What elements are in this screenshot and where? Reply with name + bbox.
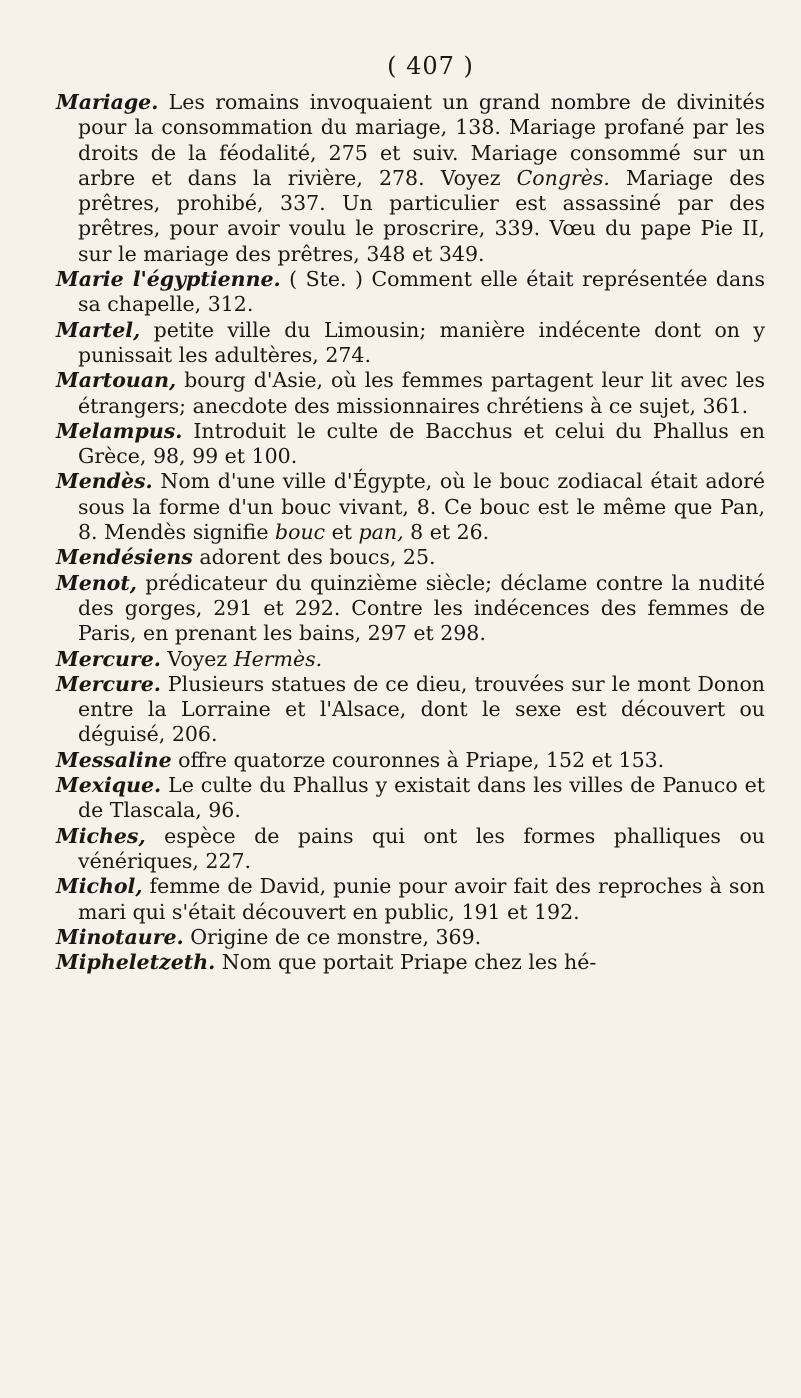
entry-term: Mipheletzeth. xyxy=(56,950,216,975)
entry-text: Les romains invoquaient un grand nombre de divinités pour la consommation du mariage, 138. Mariage profané par les droits de la féodalité, 275 et suiv. Mariage consommé sur un arbre et dans la rivière, 278. Voyez xyxy=(78,90,765,190)
entry-term: Mexique. xyxy=(56,773,162,798)
entry-italic: bouc xyxy=(274,520,326,545)
entry-text: femme de David, punie pour avoir fait des reproches à son mari qui s'était découvert en public, 191 et 192. xyxy=(78,874,765,924)
entry-term: Mercure. xyxy=(56,671,161,696)
index-entry xyxy=(56,647,765,672)
index-entry xyxy=(56,571,765,647)
entry-term: Minotaure. xyxy=(56,924,184,949)
entry-text: adorent des boucs, 25. xyxy=(192,545,436,570)
index-entry xyxy=(56,748,765,773)
index-entry xyxy=(56,419,765,470)
entry-term: Mercure. xyxy=(56,646,161,671)
entry-text: Nom que portait Priape chez les hé- xyxy=(215,950,597,975)
entry-text: Plusieurs statues de ce dieu, trouvées sur le mont Donon entre la Lorraine et l'Alsace, dont le sexe est découvert ou déguisé, 206. xyxy=(78,671,765,747)
index-entries xyxy=(56,90,765,975)
entry-term: Michol, xyxy=(56,874,143,899)
entry-text: Nom d'une ville d'Égypte, où le bouc zodiacal était adoré sous la forme d'un bouc vivant, 8. Ce bouc est le même que Pan, 8. Mendès signifie xyxy=(78,469,765,545)
entry-term: Messaline xyxy=(56,747,172,772)
entry-term: Mendésiens xyxy=(56,545,193,570)
entry-text: prédicateur du quinzième siècle; déclame contre la nudité des gorges, 291 et 292. Contre les indécences des femmes de Paris, en prenant les bains, 297 et 298. xyxy=(78,570,765,646)
index-entry xyxy=(56,773,765,824)
entry-term: Miches, xyxy=(56,823,146,848)
entry-italic: Hermès. xyxy=(233,646,323,671)
index-entry xyxy=(56,545,765,570)
entry-term: Mariage. xyxy=(56,90,159,114)
entry-text: Origine de ce monstre, 369. xyxy=(183,924,482,949)
entry-text: 8 et 26. xyxy=(403,520,490,545)
index-entry xyxy=(56,469,765,545)
index-entry xyxy=(56,318,765,369)
index-entry xyxy=(56,672,765,748)
entry-text: bourg d'Asie, où les femmes partagent leur lit avec les étrangers; anecdote des missionnaires chrétiens à ce sujet, 361. xyxy=(78,368,765,418)
entry-text: Mariage des prêtres, prohibé, 337. Un particulier est assassiné par des prêtres, pour avoir voulu le proscrire, 339. Vœu du pape Pie II, sur le mariage des prêtres, 348 et 349. xyxy=(78,165,765,266)
entry-term: Mendès. xyxy=(56,469,153,494)
index-entry xyxy=(56,368,765,419)
index-entry xyxy=(56,90,765,267)
entry-text: Introduit le culte de Bacchus et celui du Phallus en Grèce, 98, 99 et 100. xyxy=(78,418,765,469)
entry-text: offre quatorze couronnes à Priape, 152 et 153. xyxy=(171,747,665,772)
page-number: ( 407 ) xyxy=(387,52,474,80)
entry-text: espèce de pains qui ont les formes phalliques ou vénériques, 227. xyxy=(78,823,765,873)
index-entry xyxy=(56,824,765,875)
entry-term: Martel, xyxy=(56,317,141,342)
entry-text: petite ville du Limousin; manière indécente dont on y punissait les adultères, 274. xyxy=(78,317,765,367)
index-entry xyxy=(56,925,765,950)
index-entry xyxy=(56,950,765,975)
entry-term: Martouan, xyxy=(56,368,177,393)
entry-italic: pan, xyxy=(358,520,404,545)
entry-text: ( Ste. ) Comment elle était représentée dans sa chapelle, 312. xyxy=(78,267,765,317)
entry-text: et xyxy=(325,520,359,545)
index-entry xyxy=(56,874,765,925)
entry-term: Menot, xyxy=(56,570,137,595)
entry-text: Voyez xyxy=(160,646,234,671)
entry-term: Marie l'égyptienne. xyxy=(56,267,281,292)
index-entry xyxy=(56,267,765,318)
entry-term: Melampus. xyxy=(56,418,183,443)
entry-italic: Congrès. xyxy=(516,165,610,190)
entry-text: Le culte du Phallus y existait dans les villes de Panuco et de Tlascala, 96. xyxy=(78,773,765,823)
